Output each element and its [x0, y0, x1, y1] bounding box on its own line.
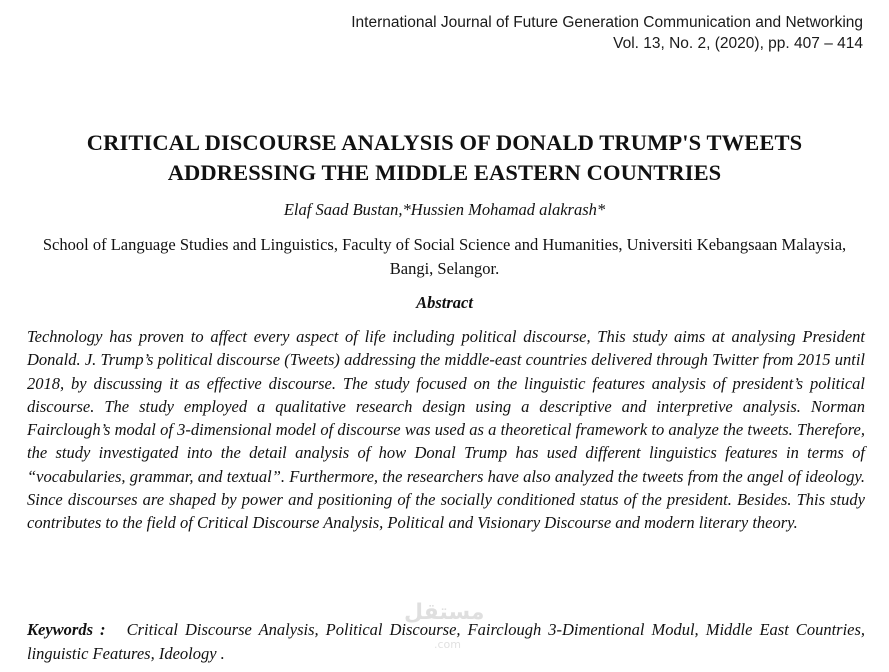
watermark-domain-text: .com [434, 638, 461, 651]
journal-volume-info: Vol. 13, No. 2, (2020), pp. 407 – 414 [613, 35, 863, 52]
paper-title-line-1: CRITICAL DISCOURSE ANALYSIS OF DONALD TRUMP'S TWEETS [86, 130, 803, 155]
journal-name: International Journal of Future Generation Communication and Networking [351, 14, 863, 31]
paper-title-line-2: ADDRESSING THE MIDDLE EASTERN COUNTRIES [167, 160, 722, 185]
affiliation: School of Language Studies and Linguistics, Faculty of Social Science and Humanities, Universiti Kebangsaan Malaysia, Bangi, Selangor. [42, 235, 847, 278]
abstract-heading: Abstract [416, 293, 473, 312]
journal-header [351, 12, 863, 54]
paper-title [20, 128, 869, 188]
authors: Elaf Saad Bustan,*Hussien Mohamad alakrash* [283, 200, 606, 219]
keywords-text: Critical Discourse Analysis, Political Discourse, Fairclough 3-Dimentional Modul, Middle East Countries, linguistic Features, Ideology . [27, 620, 866, 663]
keywords [27, 618, 865, 665]
watermark-arabic-text: مستقل [404, 600, 485, 625]
keywords-label: Keywords : [27, 620, 106, 639]
abstract-body: Technology has proven to affect every aspect of life including political discourse, This study aims at analysing President Donald. J. Trump’s political discourse (Tweets) addressing the middle-east countries delivered through Twitter from 2015 until 2018, by discussing it as effective discourse. The study focused on the linguistic features analysis of president’s political discourse. The study employed a qualitative research design using a descriptive and interpretive analysis. Norman Fairclough’s modal of 3-dimensional model of discourse was used as a theoretical framework to analyze the tweets. Therefore, the study investigated into the detail analysis of how Donal Trump has used different linguistics features in terms of “vocabularies, grammar, and textual”. Furthermore, the researchers have also analyzed the tweets from the angel of ideology. Since discourses are shaped by power and positioning of the socially conditioned status of the president. Besides. This study contributes to the field of Critical Discourse Analysis, Political and Visionary Discourse and modern literary theory. [27, 327, 865, 533]
